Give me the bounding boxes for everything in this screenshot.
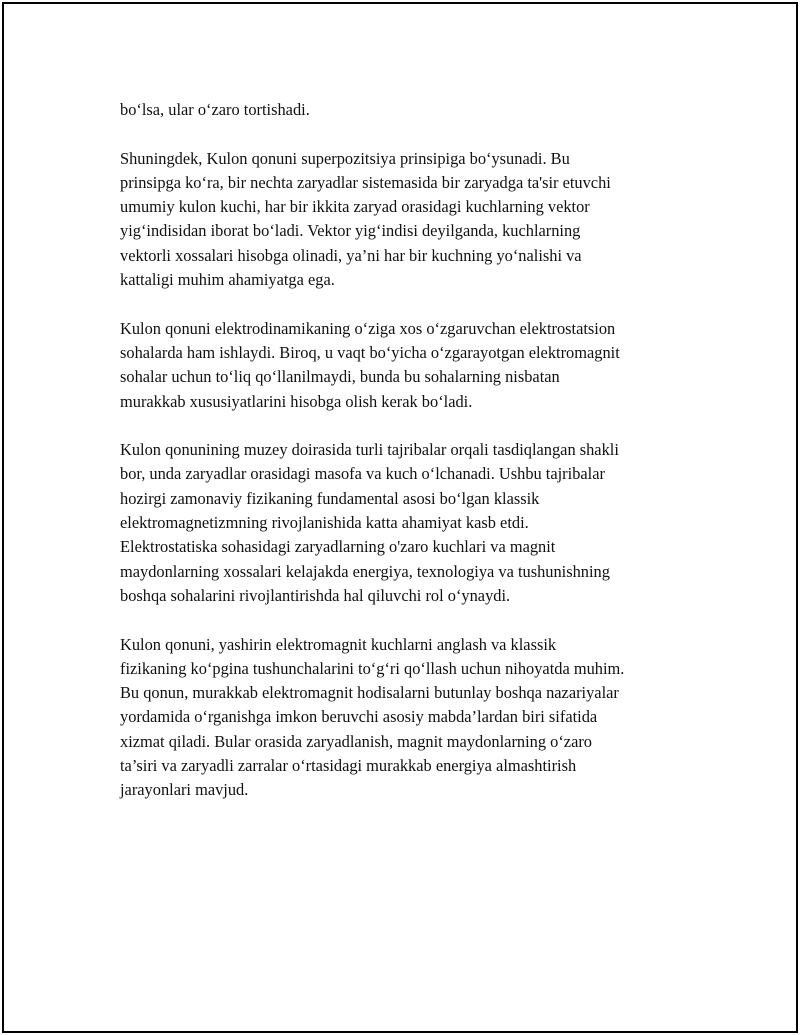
text-line: hozirgi zamonaviy fizikaning fundamental asosi bo‘lgan klassik bbox=[120, 488, 540, 508]
text-line: vektorli xossalari hisobga olinadi, ya’ni har bir kuchning yo‘nalishi va bbox=[120, 245, 582, 265]
page-frame bbox=[2, 2, 798, 1033]
text-line: maydonlarning xossalari kelajakda energiya, texnologiya va tushunishning bbox=[120, 561, 610, 581]
text-line: xizmat qiladi. Bular orasida zaryadlanish, magnit maydonlarning o‘zaro bbox=[120, 731, 592, 751]
text-line: Kulon qonuni, yashirin elektromagnit kuchlarni anglash va klassik bbox=[120, 634, 557, 654]
text-line: kattaligi muhim ahamiyatga ega. bbox=[120, 270, 335, 290]
text-line: fizikaning ko‘pgina tushunchalarini to‘g‘ri qo‘llash uchun nihoyatda muhim. bbox=[120, 658, 625, 678]
text-line: Kulon qonunining muzey doirasida turli tajribalar orqali tasdiqlangan shakli bbox=[120, 440, 619, 460]
text-line: bor, unda zaryadlar orasidagi masofa va kuch o‘lchanadi. Ushbu tajribalar bbox=[120, 464, 605, 484]
text-line: boshqa sohalarini rivojlantirishda hal qiluvchi rol o‘ynaydi. bbox=[120, 585, 511, 605]
text-line: yig‘indisidan iborat bo‘ladi. Vektor yig‘indisi deyilganda, kuchlarning bbox=[120, 221, 581, 241]
text-line: Kulon qonuni elektrodinamikaning o‘ziga xos o‘zgaruvchan elektrostatsion bbox=[120, 318, 616, 338]
text-line: Bu qonun, murakkab elektromagnit hodisalarni butunlay boshqa nazariyalar bbox=[120, 683, 619, 703]
text-line: yordamida o‘rganishga imkon beruvchi asosiy mabda’lardan biri sifatida bbox=[120, 707, 598, 727]
text-line: prinsipga ko‘ra, bir nechta zaryadlar sistemasida bir zaryadga ta'sir etuvchi bbox=[120, 172, 611, 192]
text-line: Shuningdek, Kulon qonuni superpozitsiya prinsipiga bo‘ysunadi. Bu bbox=[120, 148, 570, 168]
text-line: Elektrostatiska sohasidagi zaryadlarning o'zaro kuchlari va magnit bbox=[120, 537, 556, 557]
paragraph-1 bbox=[120, 98, 720, 122]
text-line: elektromagnetizmning rivojlanishida katta ahamiyat kasb etdi. bbox=[120, 513, 529, 533]
paragraph-3 bbox=[120, 317, 720, 414]
text-line: bo‘lsa, ular o‘zaro tortishadi. bbox=[120, 100, 310, 119]
text-line: umumiy kulon kuchi, har bir ikkita zaryad orasidagi kuchlarning vektor bbox=[120, 197, 590, 217]
paragraph-2 bbox=[120, 147, 720, 293]
text-line: jarayonlari mavjud. bbox=[120, 780, 249, 800]
paragraph-5 bbox=[120, 633, 720, 803]
text-line: ta’siri va zaryadli zarralar o‘rtasidagi murakkab energiya almashtirish bbox=[120, 756, 577, 776]
text-line: sohalar uchun to‘liq qo‘llanilmaydi, bunda bu sohalarning nisbatan bbox=[120, 367, 560, 387]
text-line: murakkab xususiyatlarini hisobga olish kerak bo‘ladi. bbox=[120, 391, 473, 411]
paragraph-4 bbox=[120, 438, 720, 608]
document-body bbox=[120, 98, 720, 827]
text-line: sohalarda ham ishlaydi. Biroq, u vaqt bo‘yicha o‘zgarayotgan elektromagnit bbox=[120, 342, 620, 362]
